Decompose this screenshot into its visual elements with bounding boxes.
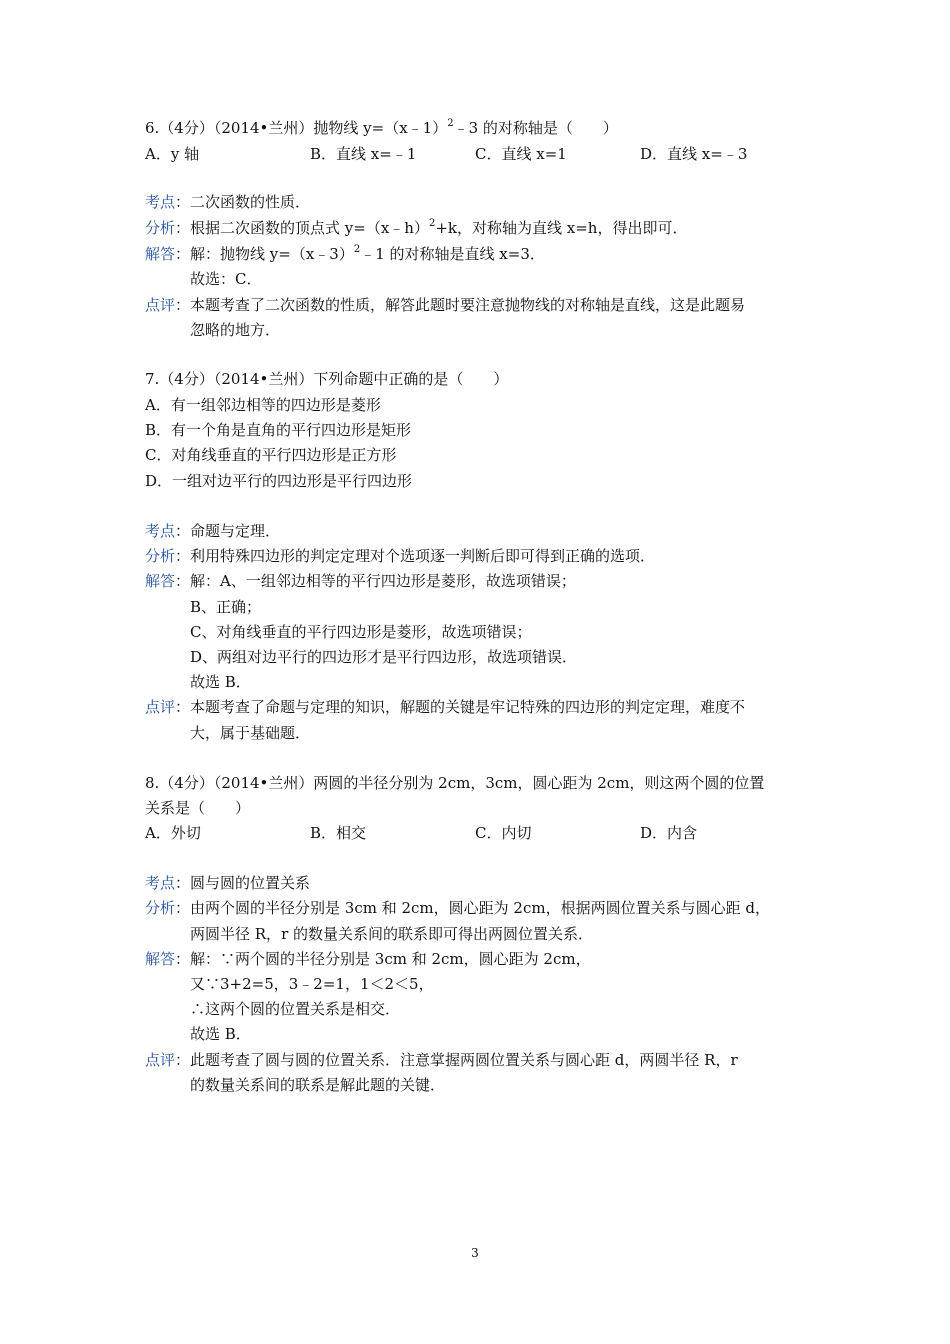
q8-kaodian: 考点：圆与圆的位置关系	[145, 874, 311, 892]
q7-option-b: B．有一个角是直角的平行四边形是矩形	[145, 421, 412, 439]
q6-dianping: 点评：本题考查了二次函数的性质，解答此题时要注意抛物线的对称轴是直线，这是此题易	[145, 296, 746, 314]
q6-option-c: C．直线 x=1	[475, 145, 567, 163]
q6-option-a: A．y 轴	[145, 145, 200, 163]
q8-option-b: B．相交	[310, 824, 367, 842]
q6-jieda: 解答：解：抛物线 y=（x﹣3）$^2$﹣1 的对称轴是直线 x=3．	[145, 244, 545, 263]
q7-fenxi: 分析：利用特殊四边形的判定定理对个选项逐一判断后即可得到正确的选项．	[145, 547, 656, 565]
q8-option-a: A．外切	[145, 824, 201, 842]
q6-stem: 6.（4分）（2014•兰州）抛物线 y=（x﹣1）$^2$﹣3 的对称轴是（ ）	[145, 118, 618, 137]
q8-fenxi: 分析：由两个圆的半径分别是 3cm 和 2cm，圆心距为 2cm，根据两圆位置关系与圆心距 d，	[145, 899, 770, 917]
q8-option-c: C．内切	[475, 824, 532, 842]
q8-dianping: 点评：此题考查了圆与圆的位置关系．注意掌握两圆位置关系与圆心距 d，两圆半径 R，r	[145, 1051, 738, 1069]
q6-option-d: D．直线 x=﹣3	[640, 145, 748, 163]
q8-jieda: 解答：解：∵两个圆的半径分别是 3cm 和 2cm，圆心距为 2cm，	[145, 950, 591, 968]
q7-option-d: D．一组对边平行的四边形是平行四边形	[145, 472, 413, 490]
q7-stem: 7.（4分）（2014•兰州）下列命题中正确的是（ ）	[145, 370, 509, 388]
q7-jieda: 解答：解：A、一组邻边相等的平行四边形是菱形，故选项错误；	[145, 572, 576, 590]
q6-jieda-line-2: 故选：C．	[190, 270, 262, 288]
q8-option-d: D．内含	[640, 824, 698, 842]
q8-dianping-line-2: 的数量关系间的联系是解此题的关键．	[190, 1076, 446, 1094]
page-number: 3	[471, 1246, 479, 1260]
q7-kaodian: 考点：命题与定理．	[145, 522, 281, 540]
q7-option-c: C．对角线垂直的平行四边形是正方形	[145, 446, 397, 464]
q8-jieda-line-4: 故选 B．	[190, 1025, 251, 1043]
q8-stem-line-2: 关系是（ ）	[145, 799, 251, 817]
q8-jieda-line-3: ∴这两个圆的位置关系是相交．	[190, 1000, 401, 1018]
q8-stem: 8.（4分）（2014•兰州）两圆的半径分别为 2cm，3cm，圆心距为 2cm，则这两个圆的位置	[145, 774, 765, 792]
q7-dianping: 点评：本题考查了命题与定理的知识，解题的关键是牢记特殊的四边形的判定定理，难度不	[145, 698, 746, 716]
q7-jieda-line-2: B、正确；	[190, 598, 262, 616]
q7-dianping-line-2: 大，属于基础题．	[190, 724, 311, 742]
q8-jieda-line-2: 又∵3+2=5，3﹣2=1，1＜2＜5，	[190, 975, 434, 993]
q7-jieda-line-4: D、两组对边平行的四边形才是平行四边形，故选项错误．	[190, 648, 578, 666]
q8-fenxi-line-2: 两圆半径 R，r 的数量关系间的联系即可得出两圆位置关系．	[190, 925, 594, 943]
q7-option-a: A．有一组邻边相等的四边形是菱形	[145, 396, 381, 414]
q6-option-b: B．直线 x=﹣1	[310, 145, 417, 163]
q6-fenxi: 分析：根据二次函数的顶点式 y=（x﹣h）$^2$+k，对称轴为直线 x=h，得出即可．	[145, 218, 688, 237]
q6-dianping-line-2: 忽略的地方．	[190, 321, 281, 339]
q6-kaodian: 考点：二次函数的性质．	[145, 193, 311, 211]
q7-jieda-line-5: 故选 B．	[190, 673, 251, 691]
q7-jieda-line-3: C、对角线垂直的平行四边形是菱形，故选项错误；	[190, 623, 532, 641]
